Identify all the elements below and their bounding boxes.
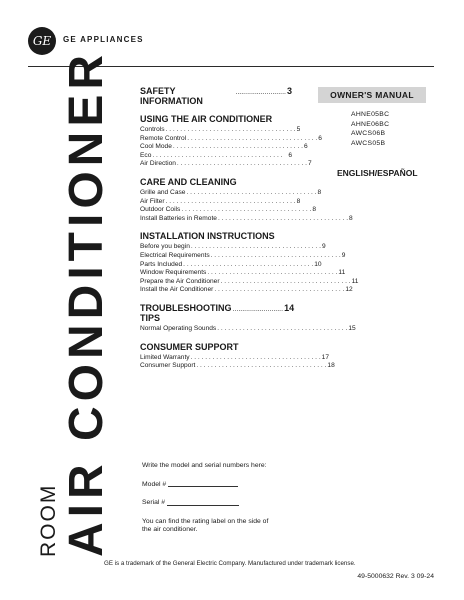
toc-group-installation — [140, 231, 359, 295]
dot-leader: . . . . . . . . . . . . . . . . . . . . . . . . . . . . . . . . . . . . — [165, 197, 296, 205]
model-field-label: Model # — [142, 480, 167, 488]
cover-title-room: ROOM — [37, 483, 60, 557]
toc-item-label: Air Filter — [140, 197, 165, 205]
toc-item-page: 10 — [314, 260, 322, 268]
toc-item-page: 15 — [348, 324, 356, 332]
toc-item-label: Consumer Support — [140, 362, 196, 370]
toc-item[interactable] — [140, 260, 322, 270]
toc-item[interactable] — [140, 277, 359, 287]
toc-group-using — [140, 114, 322, 169]
toc-group-care — [140, 176, 353, 223]
toc-item[interactable] — [140, 362, 335, 371]
dot-leader: . . . . . . . . . . . . . . . . . . . . . . . . . . . . . . . . . . . . — [207, 269, 338, 277]
toc-item[interactable] — [140, 152, 292, 161]
toc-item-label: Remote Control — [140, 134, 187, 142]
dot-leader: . . . . . . . . . . . . . . . . . . . . . . . . . . . . . . . . . . . . — [176, 160, 307, 168]
toc-section-label: SAFETY INFORMATION — [140, 86, 203, 106]
model-number: AHNE05BC — [351, 111, 390, 118]
toc-item[interactable] — [140, 197, 301, 207]
dot-leader: . . . . . . . . . . . . . . . . . . . . . . . . . . . . . . . . . . . . — [186, 188, 317, 196]
toc-item[interactable] — [140, 214, 353, 224]
model-number: AHNE06BC — [351, 120, 390, 128]
owners-manual-label: OWNER'S MANUAL — [318, 87, 426, 103]
toc-group-title: CONSUMER SUPPORT — [140, 341, 239, 352]
model-number: AWCS06B — [351, 130, 386, 138]
toc-item-label: Prepare the Air Conditioner — [140, 277, 220, 285]
dot-leader: . . . . . . . . . . . . . . . . . . . . . . . . . . . . . . . . . . . . — [172, 143, 303, 151]
toc-item-page: 9 — [321, 243, 326, 251]
toc-item[interactable] — [140, 143, 308, 152]
toc-page: 3 — [286, 86, 292, 96]
logo-text: GE — [32, 34, 52, 48]
serial-write-line — [167, 505, 239, 506]
dot-leader: . . . . . . . . . . . . . . . . . . . . . . . . . . . . . . . . . . . . — [217, 214, 349, 222]
toc-item[interactable] — [140, 286, 353, 295]
toc-item[interactable] — [140, 269, 346, 278]
model-number: AWCS05B — [351, 139, 386, 147]
toc-item[interactable] — [140, 324, 356, 334]
toc-item-page: 9 — [341, 251, 346, 259]
dot-leader: . . . . . . . . . . . . . . . . . . . . . . . . . . . . . . . . . . . . — [190, 243, 321, 251]
toc-item-page: 8 — [349, 214, 353, 222]
toc-group-title: INSTALLATION INSTRUCTIONS — [140, 231, 275, 242]
dot-leader: . . . . . . . . . . . . . . . . . . . . . . . . . . . . . . . . . . . . — [196, 362, 327, 370]
dot-leader: . . . . . . . . . . . . . . . . . . . . . . . . . . . . . . . . . . . . — [190, 353, 321, 361]
toc-item-page: 8 — [296, 197, 301, 205]
toc-item-label: Window Requirements — [140, 269, 207, 277]
toc-item-label: Controls — [140, 126, 165, 133]
toc-section-label: TROUBLESHOOTING TIPS — [140, 302, 232, 323]
toc-group-title: CARE AND CLEANING — [140, 176, 237, 187]
dot-leader: . . . . . . . . . . . . . . . . . . . . . . . . . . . . . . . . . . . . — [220, 277, 351, 285]
toc-item-page: 11 — [338, 269, 346, 277]
toc-safety[interactable] — [140, 86, 292, 106]
toc-item[interactable] — [140, 206, 317, 215]
toc-item-page: 6 — [288, 151, 292, 159]
dot-leader: . . . . . . . . . . . . . . . . . . . . . . . . . . . . . . . . . . . . — [181, 206, 312, 214]
toc-item-label: Install Batteries in Remote — [140, 214, 217, 222]
toc-item-page: 8 — [312, 206, 317, 214]
toc-item-page: 8 — [317, 188, 322, 196]
toc-item-page: 11 — [351, 277, 359, 285]
cover-title-air-conditioner: AIR CONDITIONER — [60, 50, 113, 557]
toc-item-page: 17 — [321, 353, 330, 361]
brand-name: GE APPLIANCES — [63, 35, 144, 44]
toc-item-label: Air Direction — [140, 160, 176, 168]
dot-leader: . . . . . . . . . . . . . . . . . . . . . . . . . . . . . . . . . . . . — [187, 134, 318, 142]
model-write-line — [168, 486, 238, 487]
record-intro: Write the model and serial numbers here: — [142, 462, 267, 469]
toc-item-page: 18 — [327, 362, 335, 370]
toc-item-page: 5 — [296, 126, 301, 133]
document-number: 49-5000632 Rev. 3 09-24 — [357, 573, 434, 580]
toc-item-label: Electrical Requirements — [140, 251, 210, 259]
serial-field — [142, 499, 272, 508]
toc-page: 14 — [284, 302, 295, 313]
toc-item-label: Cool Mode — [140, 143, 172, 151]
dot-leader: . . . . . . . . . . . . . . . . . . . . . . . . . . . . . . . . . . . . — [152, 151, 283, 159]
dot-leader: . . . . . . . . . . . . . . . . . . . . . . . . . . . . . . . . . . . . — [210, 251, 341, 259]
trademark-notice: GE is a trademark of the General Electric Company. Manufactured under trademark license. — [104, 560, 356, 567]
dot-leader: . . . . . . . . . . . . . . . . . . . . . . . . . . . . . . . . . . . . — [165, 126, 296, 133]
language-label: ENGLISH/ESPAÑOL — [337, 168, 418, 178]
toc-item-page: 7 — [308, 160, 312, 168]
table-of-contents — [140, 86, 359, 379]
model-field — [142, 481, 272, 490]
toc-item[interactable] — [140, 160, 312, 169]
toc-group-troubleshooting — [140, 302, 356, 334]
toc-item-label: Grille and Case — [140, 188, 186, 196]
cover-title — [36, 50, 112, 557]
toc-item[interactable] — [140, 243, 326, 252]
toc-item[interactable] — [140, 188, 322, 198]
toc-troubleshooting[interactable] — [140, 302, 295, 323]
toc-item-label: Before you begin — [140, 243, 190, 251]
toc-item-page: 6 — [303, 143, 308, 151]
toc-item-label: Install the Air Conditioner — [140, 286, 214, 294]
model-list — [351, 110, 389, 148]
toc-group-consumer — [140, 341, 335, 371]
toc-item-page: 12 — [345, 286, 353, 294]
dot-leader: . . . . . . . . . . . . . . . . . . . . . . . . . . . . . . . . . . . . — [217, 324, 348, 332]
rating-label-note: You can find the rating label on the side of the air conditioner. — [142, 517, 269, 534]
toc-item[interactable] — [140, 251, 346, 261]
toc-item-label: Eco — [140, 151, 152, 159]
toc-item[interactable] — [140, 126, 301, 135]
toc-item-label: Normal Operating Sounds — [140, 324, 217, 332]
toc-item-page: 6 — [318, 134, 322, 142]
toc-item-label: Outdoor Coils — [140, 206, 181, 214]
dot-leader: .......................... — [235, 89, 286, 96]
toc-item-label: Parts Included — [140, 260, 183, 268]
toc-item[interactable] — [140, 134, 322, 144]
serial-field-label: Serial # — [142, 499, 166, 507]
toc-item-label: Limited Warranty — [140, 353, 190, 361]
dot-leader: . . . . . . . . . . . . . . . . . . . . . . . . . . . . . . . . . . . . — [214, 286, 345, 294]
record-numbers-note — [142, 462, 272, 535]
dot-leader: .......................... — [232, 305, 284, 313]
toc-group-title: USING THE AIR CONDITIONER — [140, 114, 273, 124]
toc-item[interactable] — [140, 353, 330, 363]
dot-leader: . . . . . . . . . . . . . . . . . . . . . . . . . . . . . . . . . . . . — [183, 260, 314, 268]
